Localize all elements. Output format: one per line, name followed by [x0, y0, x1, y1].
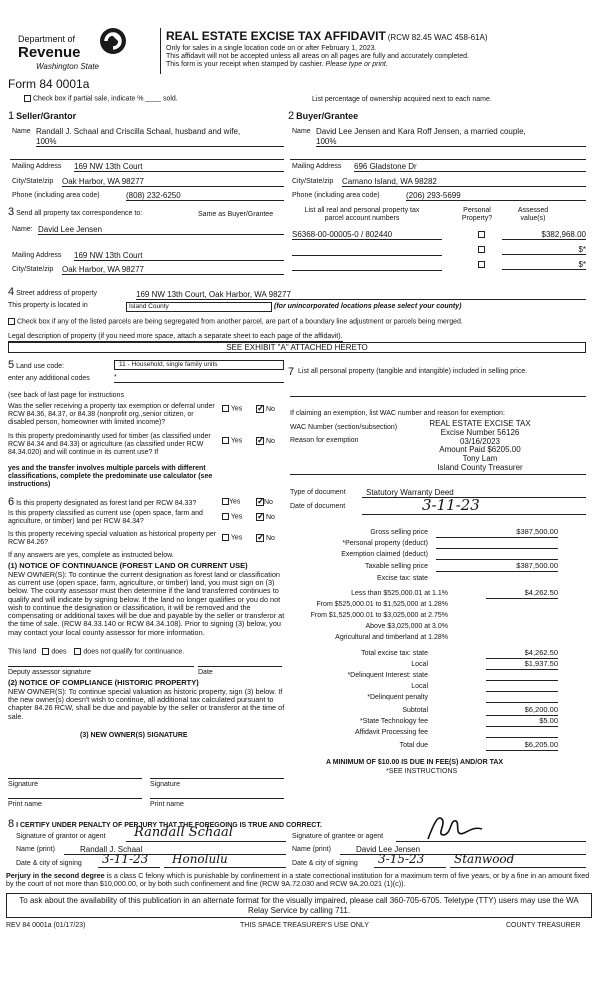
header-divider — [160, 28, 161, 74]
minimum-note: A MINIMUM OF $10.00 IS DUE IN FEE(S) AND/OR TAX — [326, 759, 504, 766]
seller-city[interactable]: Oak Harbor, WA 98277 — [62, 177, 284, 187]
form-title: REAL ESTATE EXCISE TAX AFFIDAVIT — [166, 29, 386, 43]
delinq-penalty-label: *Delinquent penalty — [367, 694, 428, 701]
delinq-state-value[interactable] — [486, 671, 558, 681]
personal-checkbox-1[interactable] — [478, 231, 485, 238]
dept-line3: Washington State — [36, 62, 100, 71]
exemption-claimed-label: Exemption claimed (deduct) — [341, 551, 428, 558]
exemption-label: If claiming an exemption, list WAC number and reason for exemption: — [290, 410, 505, 417]
alt-format-text: To ask about the availability of this publication in an alternate format for the visually impaired, please call 360-705-6705. Teletype (TTY) users may use the WA Relay Service by calling 711. — [19, 896, 579, 915]
total-due-value[interactable]: $6,205.00 — [486, 741, 558, 751]
stamp-line-3: 03/16/2023 — [459, 436, 501, 446]
landuse-num: 5 — [8, 359, 15, 371]
treasurer-use-label: THIS SPACE TREASURER'S USE ONLY — [240, 922, 369, 929]
affidavit-fee-value[interactable] — [486, 728, 558, 738]
buyer-phone[interactable]: (206) 293-5699 — [406, 191, 586, 201]
sec6-q1: Is this property designated as forest land per RCW 84.33? — [16, 500, 197, 507]
taxcorr-name-label: Name: — [12, 226, 33, 233]
grantee-date[interactable]: 3-15-23 — [374, 853, 446, 868]
same-as-buyer[interactable]: Same as Buyer/Grantee — [198, 211, 274, 218]
header-note-2: This affidavit will not be accepted unless all areas on all pages are fully and accurately completed. — [166, 53, 469, 60]
landuse-select[interactable]: 11 - Household, single family units — [114, 360, 284, 370]
does-not-label: does not qualify for continuance. — [83, 648, 185, 656]
taxcorr-heading — [8, 206, 142, 219]
taxcorr-mailing-label: Mailing Address — [12, 252, 62, 259]
segregated-row — [8, 318, 463, 326]
header-note-3a: This form is your receipt when stamped by cashier. — [166, 61, 324, 68]
landuse-row — [8, 359, 64, 372]
taxcorr-name[interactable]: David Lee Jensen — [38, 225, 284, 235]
legal-description[interactable]: SEE EXHIBIT "A" ATTACHED HERETO — [8, 342, 586, 353]
taxable-label: Taxable selling price — [364, 563, 428, 570]
sec7-label: List all personal property (tangible and intangible) included in selling price. — [298, 368, 528, 375]
yes-label: Yes — [230, 534, 243, 542]
treasurer-stamp — [420, 420, 540, 473]
deputy-label: Deputy assessor signature — [8, 669, 91, 676]
parcel-value-1[interactable]: $382,968.00 — [502, 230, 586, 240]
rule — [290, 159, 586, 160]
sec6-q1-no-box[interactable] — [256, 498, 264, 506]
grantor-signature[interactable]: Randall Schaal — [126, 826, 286, 842]
gross-value[interactable]: $387,500.00 — [436, 528, 558, 538]
buyer-pct[interactable]: 100% — [316, 137, 586, 147]
sec6-q2-no — [256, 513, 275, 522]
no-label: No — [264, 498, 273, 506]
taxable-value[interactable]: $387,500.00 — [436, 562, 558, 572]
located-label: This property is located in — [8, 302, 88, 309]
delinq-local-value[interactable] — [486, 682, 558, 692]
sec6-q2-yes — [222, 513, 242, 521]
seller-mailing[interactable]: 169 NW 13th Court — [74, 162, 284, 172]
grantee-name[interactable]: David Lee Jensen — [340, 845, 586, 855]
q-timber-yes — [222, 437, 242, 445]
sec7-row — [288, 366, 294, 379]
sec6-q3-yes — [222, 534, 242, 542]
street-label: Street address of property — [16, 290, 98, 297]
seller-name[interactable]: Randall J. Schaal and Criscilla Schaal, husband and wife, — [36, 127, 241, 136]
grantor-date-label: Date & city of signing — [16, 860, 82, 867]
certify-text: I CERTIFY UNDER PENALTY OF PERJURY THAT THE FOREGOING IS TRUE AND CORRECT. — [16, 822, 322, 829]
owner-print-2-label: Print name — [150, 801, 184, 808]
parcel-row-3[interactable] — [292, 261, 442, 271]
gross-label: Gross selling price — [370, 529, 428, 536]
wac-label: WAC Number (section/subsection) — [290, 424, 398, 431]
rule — [150, 778, 284, 779]
buyer-city-label: City/State/zip — [292, 178, 334, 185]
q-timber-yes-box[interactable] — [222, 437, 229, 444]
rev-label: REV 84 0001a (01/17/23) — [6, 922, 86, 929]
tech-fee-value[interactable]: $5.00 — [486, 717, 558, 727]
parcel-value-2[interactable]: $* — [502, 245, 586, 255]
owner-sig-2-label: Signature — [150, 781, 180, 788]
grantee-name-label: Name (print) — [292, 846, 331, 853]
exemption-claimed-value[interactable] — [436, 550, 558, 560]
grantor-name-label: Name (print) — [16, 846, 55, 853]
total-state-value[interactable]: $4,262.50 — [486, 649, 558, 659]
q-exemption-yes — [222, 405, 242, 413]
street-row — [8, 286, 97, 299]
delinq-local-label: Local — [411, 683, 428, 690]
sec6-q3-yes-box[interactable] — [222, 534, 229, 541]
grantor-sig-label: Signature of grantor or agent — [16, 833, 106, 840]
reason-label: Reason for exemption — [290, 437, 359, 444]
buyer-num: 2 — [288, 110, 295, 122]
no-label: No — [265, 437, 275, 445]
grantor-date[interactable]: 3-11-23 — [98, 853, 160, 868]
doc-type[interactable]: Statutory Warranty Deed — [362, 488, 586, 498]
tech-fee-label: *State Technology fee — [360, 718, 428, 725]
buyer-name-label: Name — [292, 128, 311, 135]
notice2-body: NEW OWNER(S): To continue special valuation as historic property, sign (3) below. If the new owner(s) doesn't wish to continue, all additional tax calculated pursuant to chapter 84.26 RCW, shall be due and payable by the seller or transferor at the time of sale. — [8, 687, 285, 721]
grantor-name[interactable]: Randall J. Schaal — [64, 845, 286, 855]
form-rcw: (RCW 82.45 WAC 458-61A) — [387, 33, 488, 42]
partial-sale-blank[interactable]: ____ — [145, 95, 161, 103]
seller-heading — [8, 110, 76, 123]
q-timber-b: yes and the transfer involves multiple parcels with different classifications, complete the predominate use calculator (see instructions) — [8, 465, 213, 489]
delinq-penalty-value[interactable] — [486, 693, 558, 703]
partial-sale-row — [24, 95, 178, 103]
sec6-q2-yes-box[interactable] — [222, 513, 229, 520]
partial-sale-checkbox[interactable] — [24, 95, 31, 102]
additional-codes-label: enter any additional codes — [8, 375, 90, 382]
rule — [290, 474, 586, 475]
form-title-row — [166, 30, 487, 44]
subtotal-value[interactable]: $6,200.00 — [486, 706, 558, 716]
sec6-if-yes: If any answers are yes, complete as instructed below. — [8, 552, 174, 559]
no-label: No — [265, 405, 275, 413]
street-address[interactable]: 169 NW 13th Court, Oak Harbor, WA 98277 — [136, 290, 586, 300]
rule — [8, 798, 142, 799]
sec8-num: 8 — [8, 818, 15, 830]
parcels-col3-header: Assessed value(s) — [517, 207, 549, 223]
q-exemption-yes-box[interactable] — [222, 405, 229, 412]
grantee-sig-label: Signature of grantee or agent — [292, 833, 384, 840]
doc-date[interactable]: 3-11-23 — [362, 497, 586, 515]
continuance-row — [8, 648, 184, 656]
buyer-title: Buyer/Grantee — [296, 111, 359, 121]
notice2-heading: (2) NOTICE OF COMPLIANCE (HISTORIC PROPERTY) — [8, 678, 199, 687]
parcel-value-3[interactable]: $* — [502, 260, 586, 270]
rule — [198, 666, 282, 667]
buyer-name[interactable]: David Lee Jensen and Kara Roff Jensen, a married couple, — [316, 127, 526, 136]
stamp-line-1: REAL ESTATE EXCISE TAX — [429, 419, 531, 428]
seller-num: 1 — [8, 110, 15, 122]
dor-logo — [14, 26, 134, 76]
parcel-row-2[interactable] — [292, 246, 442, 256]
parcel-row-1[interactable]: S6368-00-00005-0 / 802440 — [292, 230, 442, 240]
stamp-line-5: Tony Lam — [462, 454, 498, 464]
seller-title: Seller/Grantor — [16, 111, 77, 121]
perjury-bold: Perjury in the second degree — [6, 871, 105, 880]
buyer-heading — [288, 110, 358, 123]
rule — [150, 798, 284, 799]
q-exemption-no — [256, 405, 275, 414]
taxcorr-title: Send all property tax correspondence to: — [16, 210, 143, 217]
perjury-notice — [6, 872, 592, 889]
dept-line2: Revenue — [18, 44, 81, 61]
notice1-body: NEW OWNER(S): To continue the current designation as forest land or classification as current use (open space, farm, agriculture, or timber) land, you must sign on (3) below. The county assessor must then determine if the land transferred continues to qualify and will indicate by signing below. If the land no longer qualifies or you do not wish to continue the designation or classification, it will be removed and the compensating or additional taxes will be due and payable by the seller or transferor at the time of sale. (RCW 84.33.140 or RCW 84.34.108). Prior to signing (3) below, you may contact your local county assessor for more information. — [8, 570, 285, 637]
dept-line1: Department of — [18, 34, 76, 44]
taxcorr-city-label: City/State/zip — [12, 266, 54, 273]
taxcorr-mailing[interactable]: 169 NW 13th Court — [74, 251, 284, 261]
yes-label: Yes — [229, 498, 241, 506]
ownership-note: List percentage of ownership acquired next to each name. — [312, 96, 492, 103]
parcels-col1-header: List all real and personal property tax parcel account numbers — [304, 207, 420, 223]
this-land: This land — [8, 648, 37, 656]
county-treasurer-label: COUNTY TREASURER — [506, 922, 581, 929]
parcels-col2-header: Personal Property? — [461, 207, 493, 223]
sec6-q3-no — [256, 534, 275, 543]
sec6-q3: Is this property receiving special valuation as historical property per RCW 84.26? — [8, 531, 217, 547]
total-due-label: Total due — [399, 742, 428, 749]
rule — [290, 396, 586, 397]
header-note-1: Only for sales in a single location code on or after February 1, 2023. — [166, 45, 377, 52]
affidavit-fee-label: Affidavit Processing fee — [354, 729, 428, 736]
sec6-q2-no-box[interactable] — [256, 513, 264, 521]
excise-label: Excise tax: state — [377, 575, 428, 582]
yes-label: Yes — [230, 437, 243, 445]
grantor-city[interactable]: Honolulu — [164, 853, 286, 868]
stamp-line-6: Island County Treasurer — [437, 462, 523, 472]
stamp-line-2: Excise Number 56126 — [440, 427, 520, 437]
grantee-date-label: Date & city of signing — [292, 860, 358, 867]
sec6-q1-no — [256, 498, 273, 507]
local-value[interactable]: $1,937.50 — [486, 660, 558, 670]
notice1-heading: (1) NOTICE OF CONTINUANCE (FOREST LAND OR CURRENT USE) — [8, 561, 248, 570]
doc-date-label: Date of document — [290, 503, 346, 510]
segregated-label: Check box if any of the listed parcels are being segregated from another parcel, are part of a boundary line adjustment or parcels being merged. — [16, 318, 463, 326]
sec6-q3-no-box[interactable] — [256, 534, 264, 542]
taxcorr-num: 3 — [8, 206, 15, 218]
tier-4-label: Above $3,025,000 at 3.0% — [365, 623, 448, 630]
q-timber-no — [256, 437, 275, 446]
sec6-q1-row — [8, 496, 196, 509]
seller-phone[interactable]: (808) 232-6250 — [126, 191, 284, 201]
additional-codes[interactable]: * — [114, 374, 284, 383]
q-exemption: Was the seller receiving a property tax exemption or deferral under RCW 84.36, 84.37, or 84.38 (nonprofit org.,senior citizen, or disabled person, homeowner with limited income)? — [8, 403, 215, 427]
located-note: (for unincorporated locations please select your county) — [274, 303, 462, 310]
subtotal-label: Subtotal — [402, 707, 428, 714]
tier-1-value[interactable]: $4,262.50 — [486, 589, 558, 599]
sec6-q1-yes — [222, 498, 240, 506]
personal-label: *Personal property (deduct) — [342, 540, 428, 547]
grantee-signature-mark — [424, 813, 484, 843]
total-state-label: Total excise tax: state — [361, 650, 428, 657]
q-timber: Is this property predominantly used for timber (as classified under RCW 84.34 and 84.33) or agriculture (as classified under RCW 84.34.020) and will continue in its current use? If — [8, 433, 211, 457]
segregated-checkbox[interactable] — [8, 318, 15, 325]
personal-value[interactable] — [436, 539, 558, 549]
county-select[interactable]: Island County — [126, 302, 272, 312]
rule — [8, 666, 194, 667]
personal-checkbox-3[interactable] — [478, 261, 485, 268]
local-label: Local — [411, 661, 428, 668]
owner-sig-1-label: Signature — [8, 781, 38, 788]
perjury-body: is a class C felony which is punishable by confinement in a state correctional institution for a maximum term of five years, or by a fine in an amount fixed by the court of not more than $10,000.00, or by both such confinement and fine (RCW 9A.72.030 and RCW 9A.20.021 (1)(c)). — [6, 871, 590, 889]
q-timber-no-box[interactable] — [256, 437, 264, 445]
alt-format-box — [6, 893, 592, 918]
deputy-date-label: Date — [198, 669, 213, 676]
tier-5-label: Agricultural and timberland at 1.28% — [335, 634, 448, 641]
street-num: 4 — [8, 286, 15, 298]
tier-2-label: From $525,000.01 to $1,525,000 at 1.28% — [316, 601, 448, 608]
header-note-3b: Please type or print. — [325, 61, 388, 68]
partial-sale-label: Check box if partial sale, indicate % — [32, 95, 144, 103]
taxcorr-city[interactable]: Oak Harbor, WA 98277 — [62, 265, 284, 275]
no-label: No — [265, 513, 275, 521]
seller-name-label: Name — [12, 128, 31, 135]
yes-label: Yes — [230, 405, 243, 413]
form-number: Form 84 0001a — [8, 77, 90, 91]
delinq-state-label: *Delinquent Interest: state — [347, 672, 428, 679]
seller-pct[interactable]: 100% — [36, 137, 284, 147]
grantee-signature[interactable] — [396, 825, 586, 842]
owner-print-1-label: Print name — [8, 801, 42, 808]
buyer-phone-label: Phone (including area code) — [292, 192, 380, 199]
q-exemption-no-box[interactable] — [256, 405, 264, 413]
sec7-num: 7 — [288, 366, 295, 378]
sec6-q1-yes-box[interactable] — [222, 498, 229, 505]
seller-phone-label: Phone (including area code) — [12, 192, 100, 199]
seller-mailing-label: Mailing Address — [12, 163, 62, 170]
partial-sale-post: sold. — [162, 95, 178, 103]
does-not-box[interactable] — [74, 648, 81, 655]
see-instructions: *SEE INSTRUCTIONS — [386, 768, 458, 775]
seller-city-label: City/State/zip — [12, 178, 54, 185]
buyer-mailing-label: Mailing Address — [292, 163, 342, 170]
notice3-heading: (3) NEW OWNER(S) SIGNATURE — [80, 732, 188, 739]
grantee-city[interactable]: Stanwood — [450, 853, 586, 868]
does-label: does — [51, 648, 67, 656]
no-label: No — [265, 534, 275, 542]
tier-3-label: From $1,525,000.01 to $3,025,000 at 2.75% — [310, 612, 448, 619]
buyer-city[interactable]: Camano Island, WA 98282 — [342, 177, 586, 187]
doc-type-label: Type of document — [290, 489, 346, 496]
see-back: (see back of last page for instructions — [8, 392, 124, 399]
revenue-logo-icon — [96, 26, 130, 56]
rule — [8, 778, 142, 779]
tier-1-label: Less than $525,000.01 at 1.1% — [351, 590, 448, 597]
landuse-label: Land use code: — [16, 363, 64, 370]
header-note-3 — [166, 61, 388, 69]
does-box[interactable] — [42, 648, 49, 655]
buyer-mailing[interactable]: 696 Gladstone Dr — [354, 162, 586, 172]
yes-label: Yes — [230, 513, 243, 521]
personal-checkbox-2[interactable] — [478, 246, 485, 253]
legal-label: Legal description of property (if you need more space, attach a separate sheet to each page of the affidavit). — [8, 333, 343, 342]
rule — [10, 159, 284, 160]
stamp-line-4: Amount Paid $6205.00 — [439, 445, 521, 455]
sec6-num: 6 — [8, 496, 15, 508]
sec6-q2: Is this property classified as current use (open space, farm and agriculture, or timber) land per RCW 84.34? — [8, 510, 203, 526]
